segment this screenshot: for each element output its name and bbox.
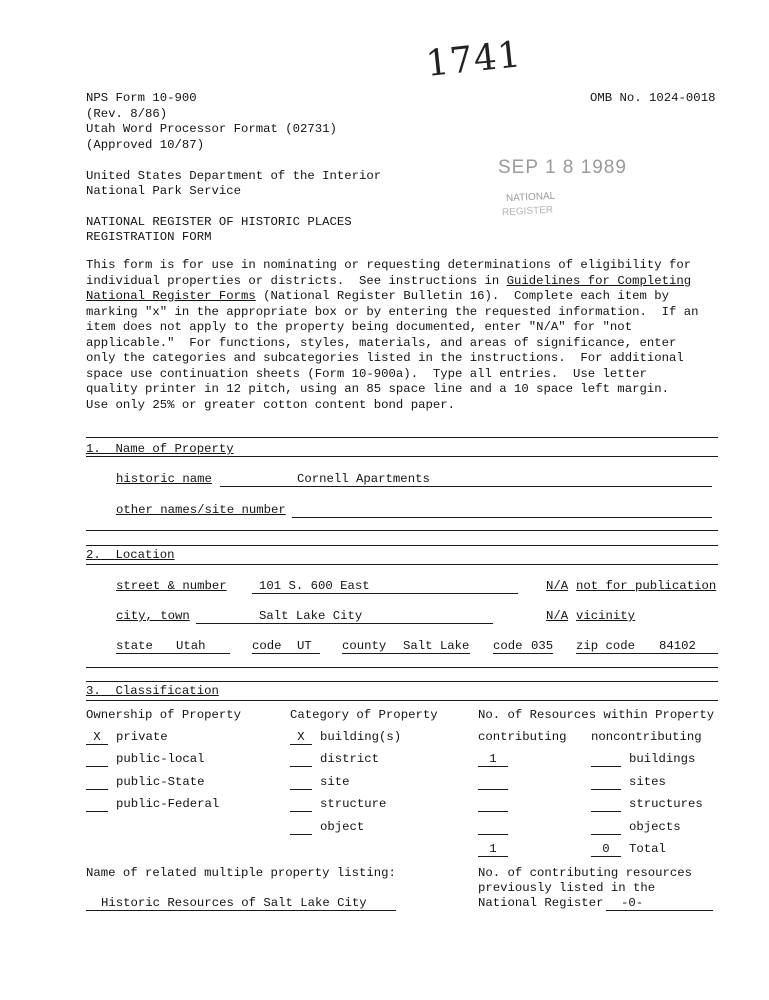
ownership-heading: Ownership of Property bbox=[86, 708, 241, 722]
county-label: county bbox=[342, 639, 387, 653]
category-district-checkbox[interactable] bbox=[290, 752, 312, 767]
previously-listed-label: No. of contributing resources bbox=[478, 866, 693, 880]
section-divider bbox=[86, 545, 718, 546]
noncontributing-buildings-field[interactable] bbox=[591, 752, 621, 767]
ownership-public-state-checkbox[interactable] bbox=[86, 775, 108, 790]
noncontributing-objects-field[interactable] bbox=[591, 820, 621, 835]
section-3-heading: 3. Classification bbox=[86, 684, 219, 698]
instructions-line: marking "x" in the appropriate box or by entering the requested information. If an bbox=[86, 304, 699, 319]
state-value: Utah bbox=[176, 639, 206, 653]
city-town-value: Salt Lake City bbox=[259, 609, 363, 623]
ownership-public-federal-checkbox[interactable] bbox=[86, 797, 108, 812]
department-name: United States Department of the Interior bbox=[86, 169, 382, 183]
city-town-label: city, town bbox=[116, 609, 190, 623]
ownership-private-checkbox[interactable]: X bbox=[86, 730, 108, 745]
category-structure-checkbox[interactable] bbox=[290, 797, 312, 812]
street-number-label: street & number bbox=[116, 579, 227, 593]
ownership-private-label: private bbox=[116, 730, 168, 744]
resource-buildings-label: buildings bbox=[629, 752, 696, 766]
previously-listed-label-3: National Register bbox=[478, 896, 604, 910]
resources-heading: No. of Resources within Property bbox=[478, 708, 715, 722]
category-district-label: district bbox=[320, 752, 380, 766]
zip-code-value: 84102 bbox=[659, 639, 696, 653]
instructions-line: applicable." For functions, styles, materials, and areas of significance, enter bbox=[86, 335, 677, 350]
historic-name-value: Cornell Apartments bbox=[297, 472, 430, 486]
omb-number: OMB No. 1024-0018 bbox=[590, 91, 716, 105]
section-divider bbox=[86, 667, 718, 668]
category-heading: Category of Property bbox=[290, 708, 438, 722]
section-2-heading: 2. Location bbox=[86, 548, 175, 562]
noncontributing-sites-field[interactable] bbox=[591, 775, 621, 790]
historic-name-field[interactable] bbox=[220, 472, 712, 487]
instructions-line: individual properties or districts. See instructions in Guidelines for Completing bbox=[86, 273, 692, 288]
form-approved: (Approved 10/87) bbox=[86, 138, 205, 152]
related-listing-label: Name of related multiple property listing: bbox=[86, 866, 396, 880]
vicinity-label: vicinity bbox=[576, 609, 636, 623]
instructions-line: Use only 25% or greater cotton content bond paper. bbox=[86, 397, 455, 412]
category-object-checkbox[interactable] bbox=[290, 820, 312, 835]
form-subtitle: REGISTRATION FORM bbox=[86, 230, 212, 244]
resource-structures-label: structures bbox=[629, 797, 703, 811]
county-value: Salt Lake bbox=[403, 639, 470, 653]
not-for-publication-label: not for publication bbox=[576, 579, 717, 593]
service-name: National Park Service bbox=[86, 184, 241, 198]
instructions-line: only the categories and subcategories listed in the instructions. For additional bbox=[86, 351, 684, 365]
state-label: state bbox=[116, 639, 153, 653]
not-for-publication-mark[interactable]: N/A bbox=[546, 579, 569, 593]
resource-total-label: Total bbox=[629, 842, 666, 856]
state-code-value: UT bbox=[297, 639, 312, 653]
guidelines-reference: Guidelines for Completing bbox=[506, 273, 692, 288]
contributing-structures-field[interactable] bbox=[478, 797, 508, 812]
category-buildings-label: building(s) bbox=[320, 730, 402, 744]
previously-listed-label-2: previously listed in the bbox=[478, 881, 656, 895]
contributing-heading: contributing bbox=[478, 730, 567, 744]
instructions-line: item does not apply to the property being documented, enter "N/A" for "not bbox=[86, 320, 633, 334]
section-divider bbox=[86, 530, 718, 531]
contributing-objects-field[interactable] bbox=[478, 820, 508, 835]
other-names-field[interactable] bbox=[292, 503, 712, 518]
section-divider bbox=[86, 437, 718, 438]
contributing-total-field[interactable]: 1 bbox=[478, 842, 508, 857]
zip-code-label: zip code bbox=[576, 639, 636, 653]
category-structure-label: structure bbox=[320, 797, 387, 811]
category-buildings-checkbox[interactable]: X bbox=[290, 730, 312, 745]
section-divider bbox=[86, 681, 718, 682]
instructions-line: This form is for use in nominating or requesting determinations of eligibility for bbox=[86, 258, 692, 272]
section-divider bbox=[86, 700, 718, 701]
other-names-label: other names/site number bbox=[116, 503, 286, 517]
form-format: Utah Word Processor Format (02731) bbox=[86, 122, 337, 136]
stamp-text-line-2: REGISTER bbox=[501, 204, 554, 219]
section-1-heading: 1. Name of Property bbox=[86, 442, 234, 456]
resource-objects-label: objects bbox=[629, 820, 681, 834]
contributing-sites-field[interactable] bbox=[478, 775, 508, 790]
category-site-label: site bbox=[320, 775, 350, 789]
category-object-label: object bbox=[320, 820, 365, 834]
form-number: NPS Form 10-900 bbox=[86, 91, 197, 105]
instructions-paragraph bbox=[86, 258, 726, 413]
county-code-value: 035 bbox=[531, 639, 554, 653]
stamp-text-line-1: NATIONAL bbox=[505, 190, 556, 205]
county-code-label: code bbox=[493, 639, 523, 653]
vicinity-mark[interactable]: N/A bbox=[546, 609, 569, 623]
state-code-label: code bbox=[252, 639, 282, 653]
street-number-value: 101 S. 600 East bbox=[259, 579, 370, 593]
section-divider bbox=[86, 564, 718, 565]
form-revision: (Rev. 8/86) bbox=[86, 107, 168, 121]
category-site-checkbox[interactable] bbox=[290, 775, 312, 790]
noncontributing-structures-field[interactable] bbox=[591, 797, 621, 812]
noncontributing-heading: noncontributing bbox=[591, 730, 702, 744]
instructions-line: National Register Forms (National Register Bulletin 16). Complete each item by bbox=[86, 289, 669, 303]
section-divider bbox=[86, 456, 718, 457]
form-title: NATIONAL REGISTER OF HISTORIC PLACES bbox=[86, 215, 352, 229]
ownership-public-local-checkbox[interactable] bbox=[86, 752, 108, 767]
contributing-buildings-field[interactable]: 1 bbox=[478, 752, 508, 767]
ownership-public-state-label: public-State bbox=[116, 775, 205, 789]
noncontributing-total-field[interactable]: 0 bbox=[591, 842, 621, 857]
guidelines-reference-cont: National Register Forms bbox=[86, 289, 256, 303]
previously-listed-value: -0- bbox=[621, 896, 644, 910]
received-date-stamp: SEP 1 8 1989 bbox=[498, 157, 627, 178]
instructions-line: quality printer in 12 pitch, using an 85 space line and a 10 space left margin. bbox=[86, 382, 669, 396]
historic-name-label: historic name bbox=[116, 472, 212, 486]
ownership-public-local-label: public-local bbox=[116, 752, 205, 766]
resource-sites-label: sites bbox=[629, 775, 666, 789]
related-listing-value: Historic Resources of Salt Lake City bbox=[101, 896, 367, 910]
handwritten-reference-number: 1741 bbox=[424, 34, 524, 85]
ownership-public-federal-label: public-Federal bbox=[116, 797, 220, 811]
instructions-line: space use continuation sheets (Form 10-900a). Type all entries. Use letter bbox=[86, 366, 647, 381]
